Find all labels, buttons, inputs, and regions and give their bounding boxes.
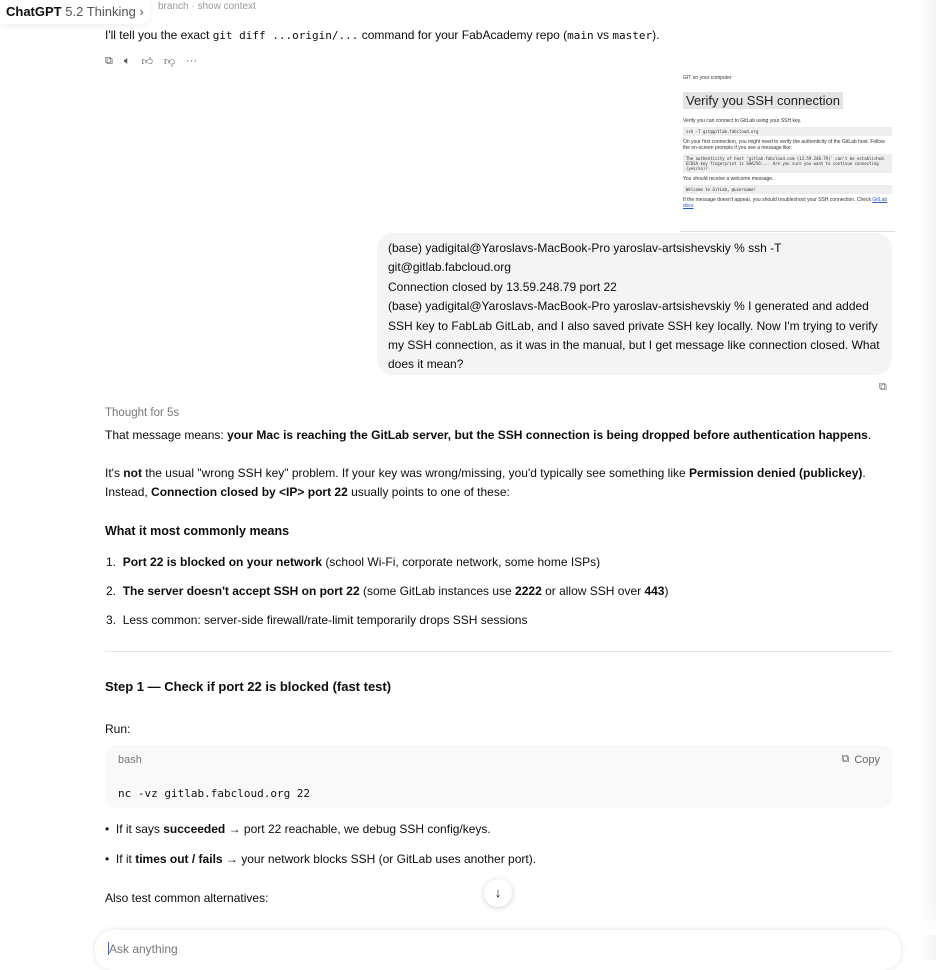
model-version: 5.2 Thinking (65, 4, 136, 19)
shot-prompt: The authenticity of host 'gitlab.fabcloud.com (13.59.248.79)' can't be established. ECDSA key fingerprint is SHA256:... Are you sure you want to continue connecting (yes/no)? (683, 154, 892, 173)
code-command: nc -vz gitlab.fabcloud.org 22 (118, 787, 311, 800)
shot-first: On your first connection, you might need to verify the authenticity of the GitLab host. Follow the on-screen prompts if you see a message like: (683, 139, 885, 151)
divider (105, 651, 892, 652)
model-name: ChatGPT (6, 4, 62, 19)
copy-icon[interactable]: ⧉ (879, 381, 887, 393)
attached-screenshot[interactable] (680, 70, 895, 232)
composer-input[interactable] (95, 930, 901, 970)
bullet-item: • If it times out / fails → your network blocks SSH (or GitLab uses another port). (105, 852, 537, 866)
shot-welcome: Welcome to GitLab, @username! (683, 185, 892, 194)
faded-previous-text: branch · show context (158, 1, 256, 12)
bullet-item: • If it says succeeded → port 22 reachable, we debug SSH config/keys. (105, 822, 491, 836)
shot-title: Verify you SSH connection (683, 92, 843, 109)
thought-duration[interactable]: Thought for 5s (105, 407, 180, 419)
code-language: bash (118, 754, 142, 766)
scrollbar-track[interactable] (918, 0, 936, 960)
list-item: 3. Less common: server-side firewall/rate-limit temporarily drops SSH sessions (106, 613, 528, 627)
code-block (105, 745, 892, 808)
scroll-down-button[interactable]: ↓ (484, 879, 512, 907)
also-test-text: Also test common alternatives: (105, 891, 269, 905)
shot-cmd: ssh -T git@gitlab.fabcloud.org (683, 127, 892, 136)
copy-icon[interactable]: ⧉ (105, 55, 113, 67)
more-icon[interactable]: ··· (186, 55, 198, 67)
model-selector[interactable] (0, 0, 150, 24)
shot-breadcrumb: GIT on your computer (683, 75, 732, 81)
copy-code-button[interactable]: ⧉ Copy (841, 753, 880, 766)
composer-placeholder: Ask anything (109, 942, 178, 956)
list-item: 2. The server doesn't accept SSH on port 22 (some GitLab instances use 2222 or allow SSH over 443) (106, 584, 669, 598)
thumbs-up-icon[interactable]: 👍︎ (141, 56, 153, 68)
paragraph-3: Instead, Connection closed by <IP> port 22 usually points to one of these: (105, 485, 510, 499)
copy-icon: ⧉ (841, 753, 850, 765)
run-label: Run: (105, 722, 131, 736)
heading-common-meanings: What it most commonly means (105, 524, 290, 538)
chevron-right-icon: › (139, 4, 144, 19)
heading-step-1: Step 1 — Check if port 22 is blocked (fast test) (105, 679, 392, 694)
thumbs-down-icon[interactable]: 👎︎ (163, 56, 176, 68)
assistant-previous-text: I'll tell you the exact git diff ...origin/... command for your FabAcademy repo (main vs master). (105, 28, 660, 42)
shot-trouble: If the message doesn't appear, you should troubleshoot your SSH connection. Check GitLab docs (683, 197, 888, 209)
shot-intro: Verify you can connect to GitLab using your SSH key. (683, 118, 802, 124)
shot-welcome-label: You should receive a welcome message. (683, 176, 774, 182)
list-item: 1. Port 22 is blocked on your network (school Wi-Fi, corporate network, some home ISPs) (106, 555, 601, 569)
paragraph-1: That message means: your Mac is reaching the GitLab server, but the SSH connection is being dropped before authentication happens. (105, 428, 872, 442)
message-actions (105, 55, 197, 68)
paragraph-2: It's not the usual "wrong SSH key" problem. If your key was wrong/missing, you'd typically see something like Permission denied (publickey). (105, 466, 866, 480)
speaker-icon[interactable]: 🔈︎ (123, 55, 131, 67)
user-message-bubble: (base) yadigital@Yaroslavs-MacBook-Pro yaroslav-artsishevskiy % ssh -T git@gitlab.fabcloud.org Connection closed by 13.59.248.79 port 22 (base) yadigital@Yaroslavs-MacBook-Pro yaroslav-artsishevskiy % I generated and added SSH key to FabLab GitLab, and I also saved private SSH key locally. Now I'm trying to verify my SSH connection, as it was in the manual, but I get message like connection closed. What does it mean? (377, 233, 892, 375)
